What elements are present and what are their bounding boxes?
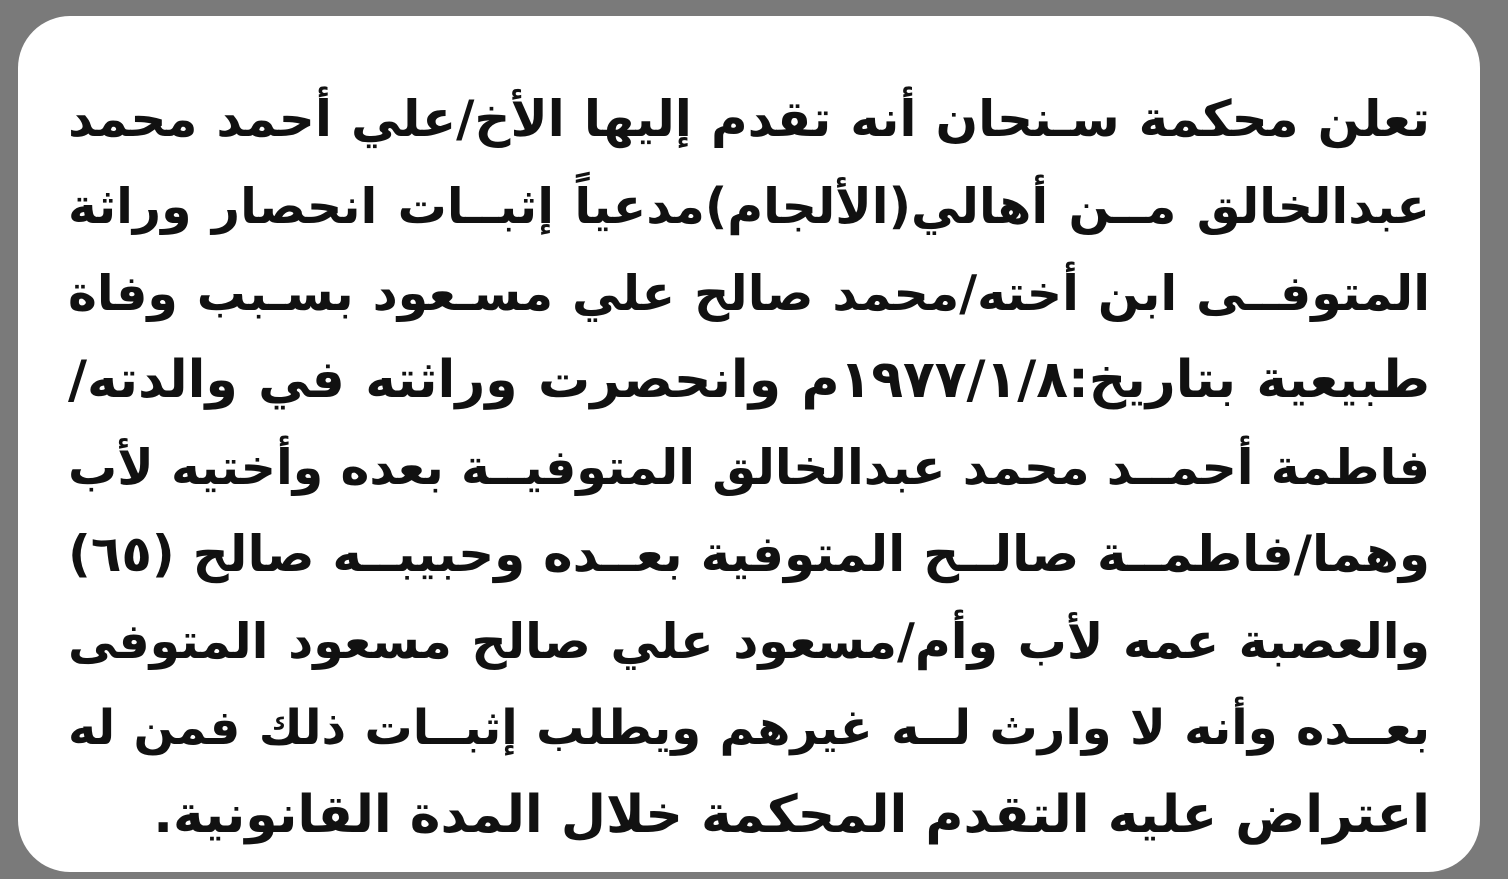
notice-line: اعتراض عليه التقدم المحكمة خلال المدة القانونية. (153, 785, 1430, 845)
notice-line: طبيعية بتاريخ:١٩٧٧/١/٨م وانحصرت وراثته في والدته/ (68, 350, 1430, 410)
notice-line: فاطمة أحمــد محمد عبدالخالق المتوفيــة بعده وأختيه لأب (68, 439, 1430, 496)
notice-line: والعصبة عمه لأب وأم/مسعود علي صالح مسعود المتوفى (68, 613, 1430, 670)
notice-line: وهما/فاطمــة صالــح المتوفية بعــده وحبيبــه صالح (٦٥) (68, 525, 1430, 583)
notice-line: بعــده وأنه لا وارث لــه غيرهم ويطلب إثبــات ذلك فمن له (68, 700, 1430, 756)
notice-text (68, 76, 1430, 859)
notice-line: تعلن محكمة سـنحان أنه تقدم إليها الأخ/علي أحمد محمد (68, 90, 1430, 148)
notice-line: المتوفــى ابن أخته/محمد صالح علي مسـعود بسـبب وفاة (68, 265, 1430, 322)
notice-card (18, 16, 1480, 872)
notice-line: عبدالخالق مــن أهالي(الألجام)مدعياً إثبــات انحصار وراثة (68, 178, 1430, 235)
